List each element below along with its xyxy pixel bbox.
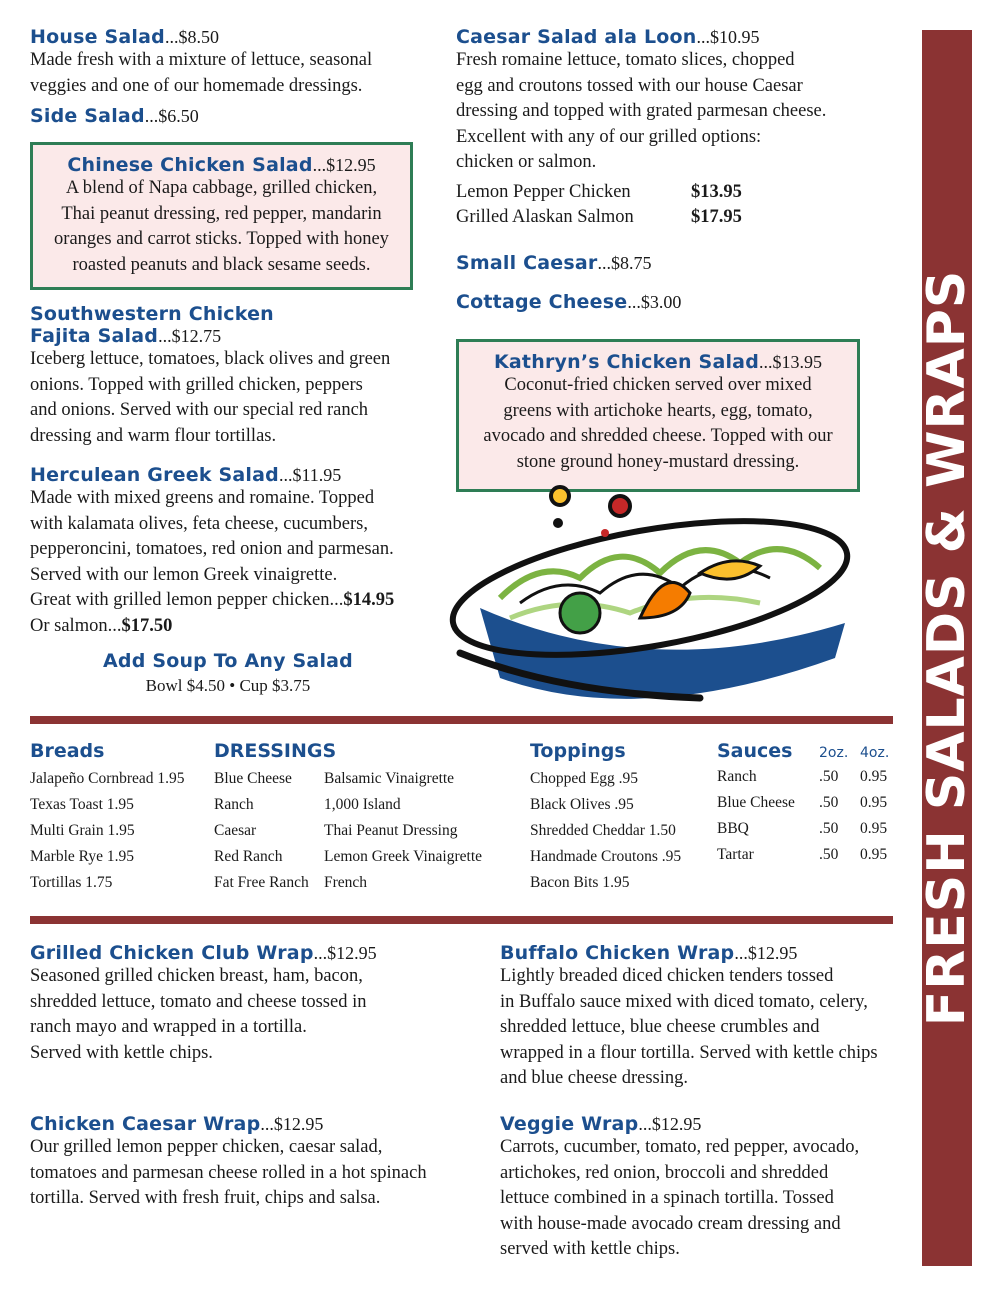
desc-line: Lightly breaded diced chicken tenders tossed	[500, 966, 834, 986]
sauce-row	[717, 842, 897, 868]
salad-bowl-icon	[443, 487, 857, 699]
section-title: Sauces	[717, 740, 793, 762]
extra-price: $17.50	[121, 615, 173, 636]
house-salad-item	[30, 26, 430, 99]
list-item: Texas Toast 1.95	[30, 796, 134, 813]
sauce-price: .50	[819, 794, 839, 811]
item-price: ...$12.95	[313, 943, 377, 963]
desc-line: tomatoes and parmesan cheese rolled in a hot spinach	[30, 1162, 427, 1183]
list-item: Handmade Croutons .95	[530, 848, 682, 865]
desc-line: wrapped in a flour tortilla. Served with kettle chips	[500, 1042, 878, 1063]
list-item: Jalapeño Cornbread 1.95	[30, 770, 185, 787]
list-item: Red Ranch	[214, 848, 283, 865]
option-price: $17.95	[691, 207, 742, 227]
extra-text: Or salmon...	[30, 615, 122, 636]
side-banner	[917, 30, 977, 1266]
desc-line: Carrots, cucumber, tomato, red pepper, avocado,	[500, 1137, 860, 1157]
list-item: Black Olives .95	[530, 796, 634, 813]
desc-line: shredded lettuce, tomato and cheese tossed in	[30, 991, 367, 1012]
list-item: Ranch	[214, 796, 254, 813]
list-item: Caesar	[214, 822, 257, 839]
list-item: Fat Free Ranch	[214, 874, 309, 891]
sauces-header	[717, 740, 897, 762]
desc-line: dressing and warm flour tortillas.	[30, 425, 277, 446]
divider-rule	[30, 716, 893, 724]
sauce-price: 0.95	[860, 794, 888, 811]
item-title: Veggie Wrap	[500, 1113, 639, 1135]
desc-line: Seasoned grilled chicken breast, ham, bacon,	[30, 966, 363, 986]
list-item: Blue Cheese	[214, 770, 292, 787]
desc-line: veggies and one of our homemade dressings.	[30, 75, 363, 96]
add-soup-prices: Bowl $4.50 • Cup $3.75	[145, 676, 311, 695]
desc-line: dressing and topped with grated parmesan cheese.	[456, 101, 827, 121]
list-item: Marble Rye 1.95	[30, 848, 134, 865]
list-item: Shredded Cheddar 1.50	[530, 822, 676, 839]
desc-line: Coconut-fried chicken served over mixed	[504, 375, 812, 395]
desc-line: oranges and carrot sticks. Topped with honey	[54, 229, 389, 249]
desc-line: Iceberg lettuce, tomatoes, black olives and green	[30, 349, 391, 369]
desc-line: tortilla. Served with fresh fruit, chips and salsa.	[30, 1188, 381, 1208]
section-title: Breads	[30, 740, 105, 762]
dressings-col-2	[324, 766, 482, 896]
item-description	[500, 964, 910, 1092]
cottage-cheese-item	[456, 291, 681, 313]
desc-line: shredded lettuce, blue cheese crumbles and	[500, 1017, 820, 1037]
small-caesar-item	[456, 252, 652, 274]
desc-line: Thai peanut dressing, red pepper, mandarin	[61, 203, 382, 224]
chicken-caesar-wrap-item	[30, 1113, 490, 1212]
sauce-row	[717, 816, 897, 842]
desc-line: Served with kettle chips.	[30, 1042, 213, 1063]
item-price: ...$12.75	[158, 326, 222, 346]
list-item: Balsamic Vinaigrette	[324, 770, 455, 787]
desc-line: Fresh romaine lettuce, tomato slices, chopped	[456, 50, 795, 70]
caesar-option-row	[456, 180, 876, 206]
desc-line: served with kettle chips.	[500, 1239, 680, 1259]
item-description	[500, 1135, 910, 1263]
caesar-options	[456, 180, 876, 231]
desc-line: stone ground honey-mustard dressing.	[516, 451, 800, 472]
desc-line: artichokes, red onion, broccoli and shredded	[500, 1162, 829, 1183]
desc-line: A blend of Napa cabbage, grilled chicken,	[65, 178, 378, 198]
item-title: Chicken Caesar Wrap	[30, 1113, 261, 1135]
item-title: Kathryn’s Chicken Salad	[493, 351, 759, 373]
sauce-row	[717, 764, 897, 790]
caesar-salad-item	[456, 26, 876, 231]
list-item: Bacon Bits 1.95	[530, 874, 630, 891]
option-price: $13.95	[691, 181, 742, 202]
add-soup-block	[30, 650, 426, 696]
item-title: Buffalo Chicken Wrap	[500, 942, 735, 964]
toppings-list	[530, 766, 715, 896]
sauces-section	[717, 740, 897, 868]
list-item: Chopped Egg .95	[530, 770, 639, 787]
item-price: ...$12.95	[260, 1114, 324, 1134]
desc-line: and blue cheese dressing.	[500, 1068, 689, 1088]
greek-salad-item	[30, 464, 450, 639]
section-title: Toppings	[530, 740, 626, 762]
sauce-price: 0.95	[860, 846, 888, 863]
toppings-section	[530, 740, 715, 896]
item-price: ...$12.95	[312, 155, 376, 175]
item-title: Side Salad	[30, 105, 145, 127]
item-price: ...$12.95	[734, 943, 798, 963]
desc-line: egg and croutons tossed with our house Caesar	[456, 75, 803, 96]
desc-line: onions. Topped with grilled chicken, peppers	[30, 374, 363, 395]
desc-line: avocado and shredded cheese. Topped with our	[483, 426, 833, 446]
extra-price: $14.95	[343, 590, 395, 610]
item-title-2: Fajita Salad	[30, 325, 159, 347]
sauce-name: BBQ	[717, 820, 749, 837]
item-description	[30, 1135, 490, 1212]
sauce-price: .50	[819, 768, 839, 785]
option-name: Grilled Alaskan Salmon	[456, 207, 634, 227]
greek-extra-salmon	[30, 614, 450, 640]
list-item: 1,000 Island	[324, 796, 401, 813]
breads-list	[30, 766, 220, 896]
desc-line: Excellent with any of our grilled options:	[456, 126, 762, 147]
club-wrap-item	[30, 942, 480, 1066]
item-price: ...$11.95	[278, 465, 342, 485]
desc-line: greens with artichoke hearts, egg, tomato,	[503, 400, 813, 421]
salad-bowl-illustration	[440, 478, 870, 718]
sauce-price: .50	[819, 820, 839, 837]
dressings-col-1	[214, 766, 324, 896]
item-title: Grilled Chicken Club Wrap	[30, 942, 314, 964]
sauce-price: .50	[819, 846, 839, 863]
sauce-name: Tartar	[717, 846, 754, 863]
item-description	[33, 176, 410, 278]
desc-line: Made with mixed greens and romaine. Topped	[30, 488, 375, 508]
desc-line: Our grilled lemon pepper chicken, caesar salad,	[30, 1137, 383, 1157]
side-salad-item	[30, 105, 199, 127]
list-item: Lemon Greek Vinaigrette	[324, 848, 483, 865]
desc-line: Made fresh with a mixture of lettuce, seasonal	[30, 50, 373, 70]
item-title: Caesar Salad ala Loon	[456, 26, 697, 48]
dressings-section	[214, 740, 514, 896]
sauces-list	[717, 764, 897, 868]
list-item: Tortillas 1.75	[30, 874, 113, 891]
desc-line: roasted peanuts and black sesame seeds.	[72, 254, 371, 275]
item-price: ...$13.95	[759, 352, 822, 372]
buffalo-wrap-item	[500, 942, 910, 1092]
list-item: Multi Grain 1.95	[30, 822, 135, 839]
list-item: Thai Peanut Dressing	[324, 822, 458, 839]
item-price: ...$6.50	[144, 106, 199, 126]
kathryns-chicken-salad-box	[456, 339, 860, 492]
item-price: ...$3.00	[627, 292, 682, 312]
sauce-price: 0.95	[860, 768, 888, 785]
item-title: Southwestern Chicken	[30, 303, 274, 325]
sauce-name: Blue Cheese	[717, 794, 795, 811]
desc-line: in Buffalo sauce mixed with diced tomato, celery,	[500, 991, 868, 1012]
item-price: ...$8.75	[597, 253, 652, 273]
dressings-list	[214, 766, 514, 896]
item-description	[459, 373, 857, 475]
greek-extra-chicken	[30, 588, 450, 614]
item-title: Chinese Chicken Salad	[67, 154, 313, 176]
sauce-row	[717, 790, 897, 816]
add-soup-title: Add Soup To Any Salad	[103, 650, 353, 672]
size-header: 4oz.	[860, 745, 890, 761]
caesar-option-row	[456, 205, 876, 231]
desc-line: lettuce combined in a spinach tortilla. Tossed	[500, 1188, 834, 1208]
item-title: Small Caesar	[456, 252, 598, 274]
extra-text: Great with grilled lemon pepper chicken...	[30, 590, 344, 610]
desc-line: pepperoncini, tomatoes, red onion and parmesan.	[30, 539, 394, 559]
breads-section	[30, 740, 220, 896]
item-price: ...$8.50	[164, 27, 219, 47]
item-description	[30, 48, 430, 99]
sauce-name: Ranch	[717, 768, 757, 785]
option-name: Lemon Pepper Chicken	[456, 181, 631, 202]
divider-rule	[30, 916, 893, 924]
item-price: ...$12.95	[638, 1114, 702, 1134]
desc-line: Served with our lemon Greek vinaigrette.	[30, 564, 338, 585]
chinese-chicken-salad-box	[30, 142, 413, 290]
size-header: 2oz.	[819, 745, 849, 761]
desc-line: with house-made avocado cream dressing and	[500, 1213, 841, 1234]
veggie-wrap-item	[500, 1113, 910, 1263]
item-description	[30, 964, 480, 1066]
desc-line: with kalamata olives, feta cheese, cucumbers,	[30, 513, 368, 534]
item-description	[30, 486, 450, 639]
sauce-price: 0.95	[860, 820, 888, 837]
desc-line: and onions. Served with our special red ranch	[30, 400, 369, 420]
item-description	[456, 48, 876, 176]
southwestern-salad-item	[30, 303, 440, 449]
desc-line: chicken or salmon.	[456, 152, 597, 172]
section-title: DRESSINGS	[214, 740, 337, 762]
item-title: Cottage Cheese	[456, 291, 628, 313]
item-title: Herculean Greek Salad	[30, 464, 279, 486]
item-description	[30, 347, 440, 449]
item-title: House Salad	[30, 26, 165, 48]
desc-line: ranch mayo and wrapped in a tortilla.	[30, 1017, 307, 1037]
list-item: French	[324, 874, 368, 891]
item-price: ...$10.95	[696, 27, 760, 47]
side-banner-text: FRESH SALADS & WRAPS	[917, 269, 977, 1027]
